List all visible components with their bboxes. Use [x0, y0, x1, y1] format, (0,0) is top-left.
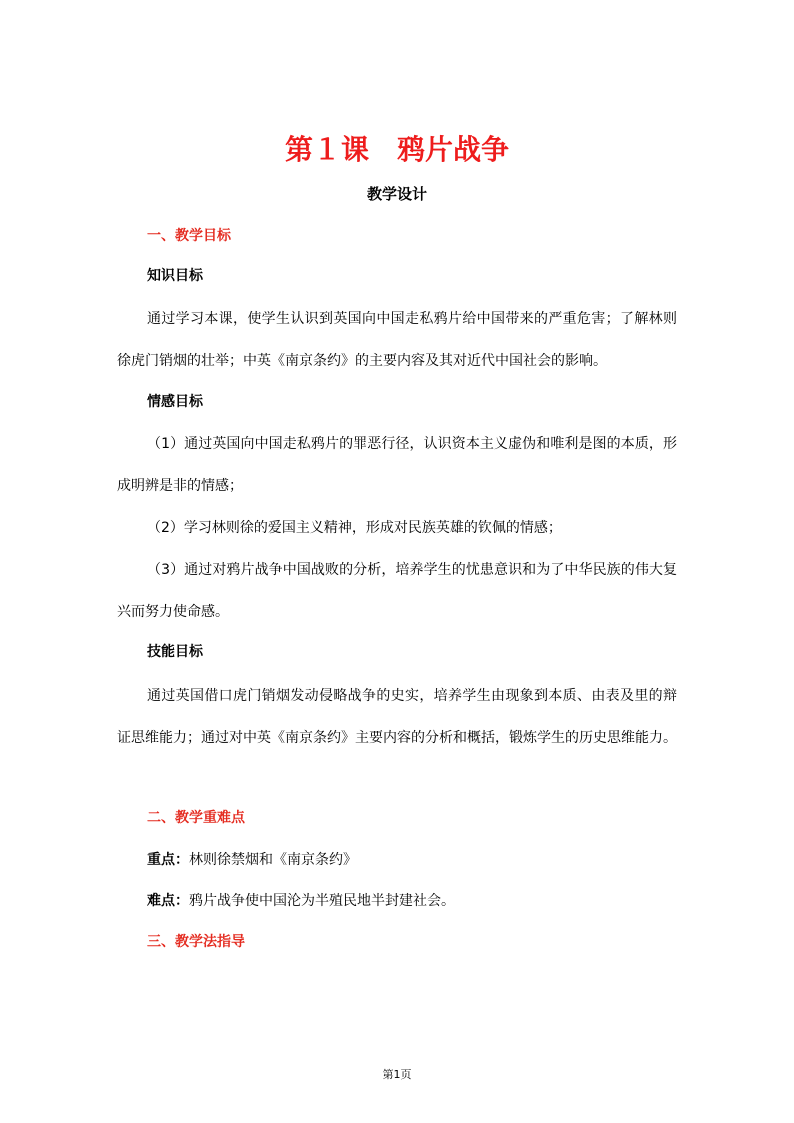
key-point-line	[147, 849, 357, 871]
key-point-text: 林则徐禁烟和《南京条约》	[189, 852, 357, 868]
paragraph-skill: 通过英国借口虎门销烟发动侵略战争的史实，培养学生由现象到本质、由表及里的辩证思维能力；通过对中英《南京条约》主要内容的分析和概括，锻炼学生的历史思维能力。	[117, 688, 677, 746]
subheading-knowledge: 知识目标	[147, 268, 203, 284]
difficulty-text: 鸦片战争使中国沦为半殖民地半封建社会。	[189, 893, 455, 909]
section-heading-key-points: 二、教学重难点	[147, 810, 245, 826]
paragraph-emotion-1: （1）通过英国向中国走私鸦片的罪恶行径，认识资本主义虚伪和唯利是图的本质，形成明辨是非的情感；	[117, 436, 677, 494]
section-heading-method: 三、教学法指导	[147, 934, 245, 950]
difficulty-label: 难点：	[147, 893, 189, 909]
page-number: 第1页	[382, 1068, 412, 1081]
paragraph-emotion-3: （3）通过对鸦片战争中国战败的分析，培养学生的忧患意识和为了中华民族的伟大复兴而努力使命感。	[117, 562, 677, 620]
key-point-label: 重点：	[147, 852, 189, 868]
lesson-title: 第１课 鸦片战争	[284, 133, 509, 166]
subheading-emotion: 情感目标	[147, 394, 203, 410]
subheading-skill: 技能目标	[147, 644, 203, 660]
difficulty-line	[147, 890, 455, 912]
section-heading-goals: 一、教学目标	[147, 228, 231, 244]
paragraph-knowledge: 通过学习本课，使学生认识到英国向中国走私鸦片给中国带来的严重危害；了解林则徐虎门销烟的壮举；中英《南京条约》的主要内容及其对近代中国社会的影响。	[117, 311, 677, 369]
subtitle: 教学设计	[366, 185, 427, 203]
paragraph-emotion-2: （2）学习林则徐的爱国主义精神，形成对民族英雄的钦佩的情感；	[147, 520, 562, 536]
